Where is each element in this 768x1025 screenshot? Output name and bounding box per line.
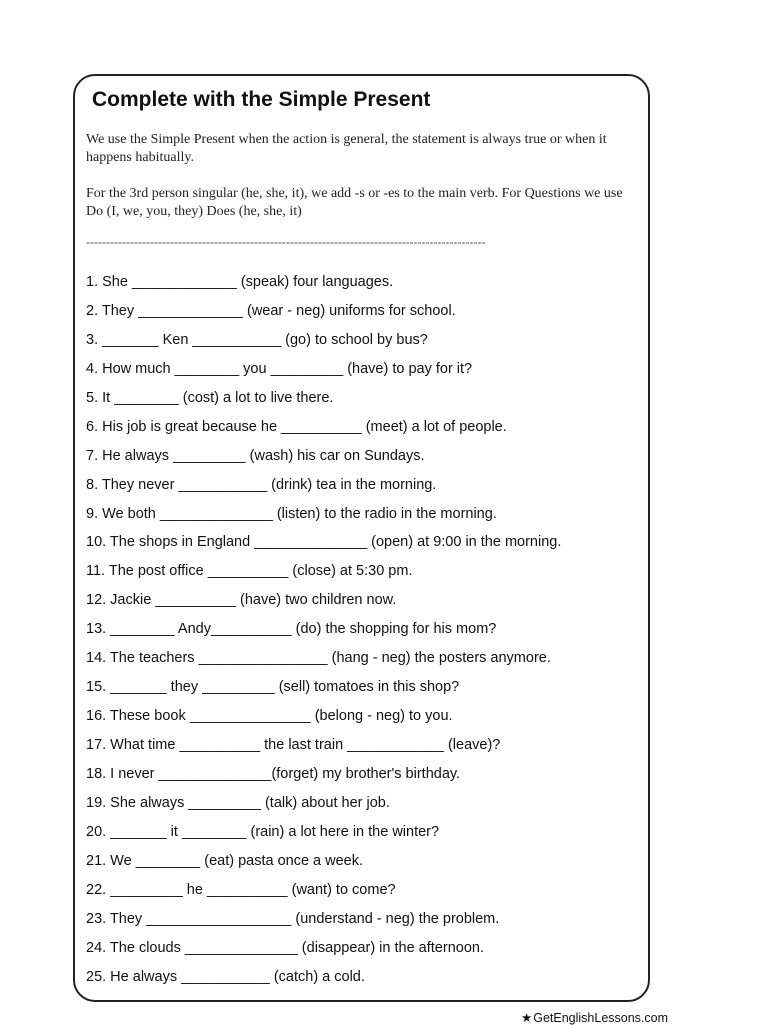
exercise-item: 16. These book _______________ (belong - neg) to you. [86, 708, 453, 725]
exercise-item: 21. We ________ (eat) pasta once a week. [86, 852, 364, 869]
exercise-item: 17. What time __________ the last train ____________ (leave)? [86, 737, 501, 753]
star-icon: ★ [521, 1011, 533, 1025]
exercise-item: 22. _________ he __________ (want) to come? [86, 881, 396, 898]
dashed-divider: ---------------------------------------------------------------------------------------------------- [86, 235, 486, 249]
exercise-item: 12. Jackie __________ (have) two children now. [86, 592, 397, 609]
worksheet-title: Complete with the Simple Present [92, 88, 431, 111]
exercise-item: 19. She always _________ (talk) about her job. [86, 794, 390, 811]
exercise-list [86, 272, 646, 995]
exercise-item: 14. The teachers ________________ (hang - neg) the posters anymore. [86, 650, 551, 667]
exercise-item: 15. _______ they _________ (sell) tomatoes in this shop? [86, 679, 460, 696]
exercise-item: 4. How much ________ you _________ (have) to pay for it? [86, 360, 473, 377]
exercise-item: 3. _______ Ken ___________ (go) to school by bus? [86, 331, 428, 348]
intro-paragraph-rule: We use the Simple Present when the action is general, the statement is always true or when it happens habitually. [86, 132, 607, 165]
site-credit-text: GetEnglishLessons.com [533, 1011, 669, 1025]
exercise-item: 8. They never ___________ (drink) tea in the morning. [86, 476, 437, 493]
exercise-item: 11. The post office __________ (close) at 5:30 pm. [86, 563, 413, 580]
exercise-item: 5. It ________ (cost) a lot to live there. [86, 389, 334, 406]
exercise-item: 18. I never ______________(forget) my brother's birthday. [86, 765, 461, 782]
exercise-item: 13. ________ Andy__________ (do) the shopping for his mom? [86, 621, 497, 638]
exercise-item: 25. He always ___________ (catch) a cold. [86, 968, 365, 985]
exercise-item: 7. He always _________ (wash) his car on Sundays. [86, 447, 425, 464]
exercise-item: 20. _______ it ________ (rain) a lot here in the winter? [86, 823, 440, 840]
exercise-item: 2. They _____________ (wear - neg) uniforms for school. [86, 302, 456, 319]
exercise-item: 23. They __________________ (understand - neg) the problem. [86, 910, 500, 927]
exercise-item: 1. She _____________ (speak) four languages. [86, 274, 394, 290]
exercise-item: 9. We both ______________ (listen) to the radio in the morning. [86, 505, 497, 522]
exercise-item: 10. The shops in England ______________ (open) at 9:00 in the morning. [86, 534, 562, 551]
site-credit [521, 1011, 668, 1025]
exercise-item: 24. The clouds ______________ (disappear) in the afternoon. [86, 939, 484, 956]
exercise-item: 6. His job is great because he __________ (meet) a lot of people. [86, 418, 507, 435]
intro-paragraph-third-person: For the 3rd person singular (he, she, it), we add -s or -es to the main verb. For Questions we use Do (I, we, you, they) Does (he, she, it) [86, 186, 623, 219]
worksheet-panel [73, 74, 650, 1002]
